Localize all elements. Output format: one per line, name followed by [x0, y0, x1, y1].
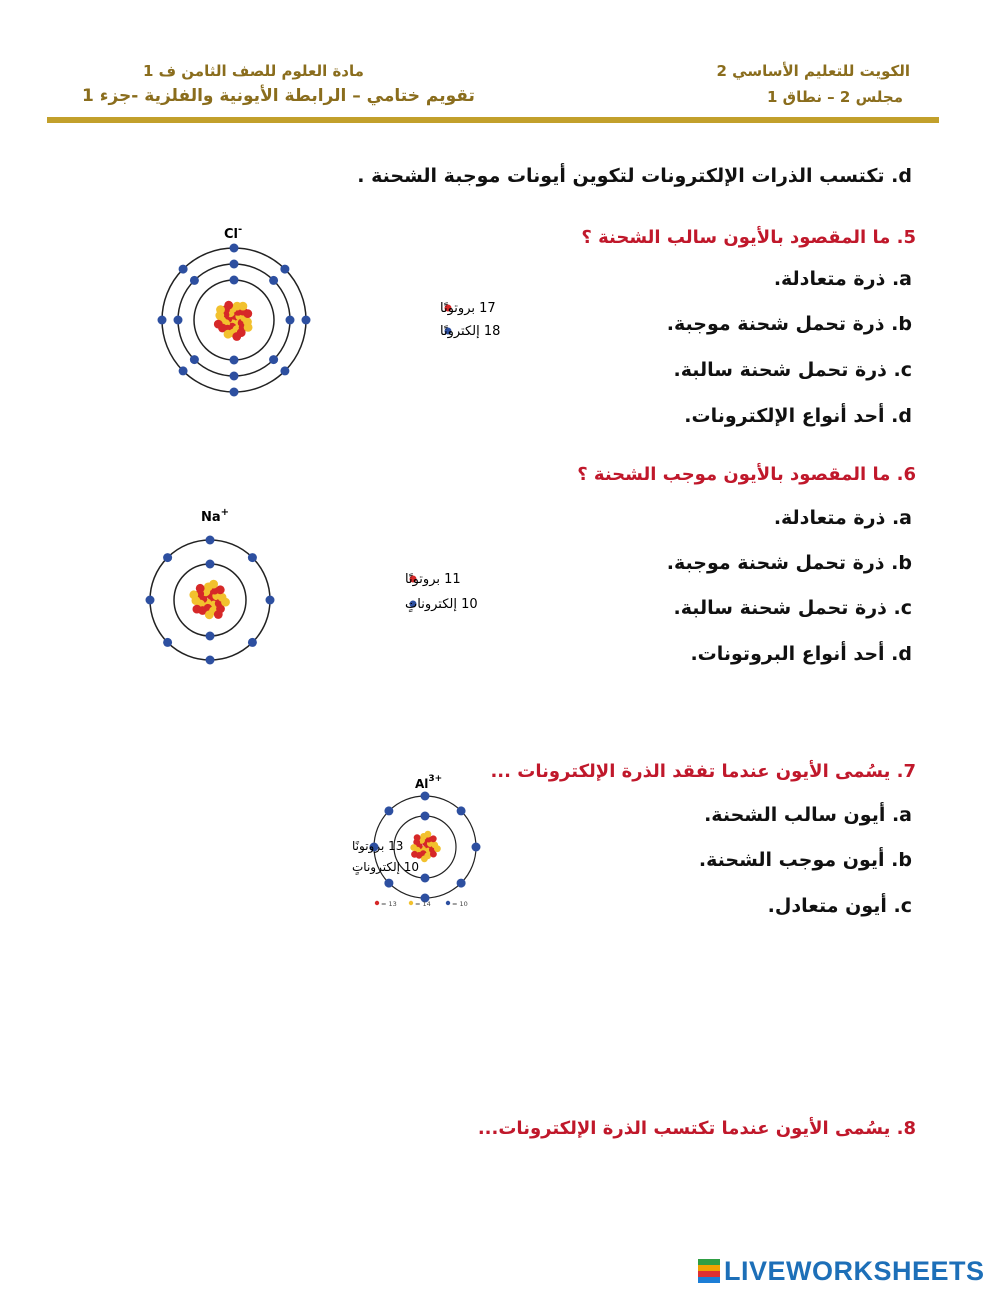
electron: [230, 260, 239, 269]
school-name: الكويت للتعليم الأساسي 2: [716, 62, 910, 80]
q5-option-a[interactable]: a. ذرة متعادلة.: [773, 268, 912, 290]
electron: [179, 366, 188, 375]
electron: [421, 792, 430, 801]
electron: [280, 366, 289, 375]
neutron: [205, 610, 214, 619]
electron: [230, 276, 239, 285]
electron: [158, 316, 167, 325]
electron: [206, 656, 215, 665]
neutron: [421, 856, 428, 863]
q6-option-b[interactable]: b. ذرة تحمل شحنة موجبة.: [666, 552, 912, 574]
proton: [214, 610, 223, 619]
liveworksheets-logo[interactable]: [698, 1256, 985, 1287]
electron: [269, 276, 278, 285]
proton: [232, 332, 241, 341]
cl-symbol: Cl-: [224, 224, 243, 242]
electron: [206, 632, 215, 641]
al-legend-proton-icon: [375, 901, 379, 905]
electron: [248, 553, 257, 562]
q6-option-c[interactable]: c. ذرة تحمل شحنة سالبة.: [673, 597, 912, 619]
electron: [206, 536, 215, 545]
al-nucleus: [410, 831, 441, 863]
header-divider: [47, 117, 939, 123]
proton: [193, 605, 202, 614]
electron: [302, 316, 311, 325]
council-label: مجلس 2 – نطاق 1: [767, 88, 903, 106]
na-proton-count: 11 بروتونًا: [405, 572, 461, 587]
proton: [196, 584, 205, 593]
electron: [206, 560, 215, 569]
electron: [421, 874, 430, 883]
liveworksheets-badge-icon: [698, 1259, 720, 1283]
electron: [174, 316, 183, 325]
electron: [230, 372, 239, 381]
cl-electron-count: 18 إلكترونًا: [440, 324, 501, 339]
electron: [179, 265, 188, 274]
electron: [230, 244, 239, 253]
neutron: [216, 305, 225, 314]
aluminum-ion-diagram: [270, 762, 500, 912]
sodium-ion-diagram: [125, 505, 478, 680]
electron: [269, 355, 278, 364]
electron: [457, 806, 466, 815]
neutron: [224, 330, 233, 339]
neutron: [189, 590, 198, 599]
proton: [430, 835, 437, 842]
na-nucleus: [189, 580, 230, 620]
neutron: [434, 845, 441, 852]
na-symbol: Na+: [201, 507, 230, 525]
proton: [414, 834, 421, 841]
al-electron-count: 10 إلكتروناتٍ: [352, 860, 420, 874]
q5-option-b[interactable]: b. ذرة تحمل شحنة موجبة.: [666, 313, 912, 335]
electron: [266, 596, 275, 605]
al-legend-electron-icon: [446, 901, 450, 905]
electron: [163, 638, 172, 647]
electron: [230, 388, 239, 397]
q7-option-b[interactable]: b. أيون موجب الشحنة.: [698, 849, 912, 871]
electron: [163, 553, 172, 562]
subject-label: مادة العلوم للصف الثامن ف 1: [143, 62, 364, 80]
neutron: [425, 831, 432, 838]
electron: [384, 806, 393, 815]
question-5: 5. ما المقصود بالأيون سالب الشحنة ؟: [581, 227, 916, 248]
q5-option-c[interactable]: c. ذرة تحمل شحنة سالبة.: [673, 359, 912, 381]
al-legend-proton: = 13: [381, 900, 397, 908]
question-6: 6. ما المقصود بالأيون موجب الشحنة ؟: [577, 464, 916, 485]
electron: [384, 879, 393, 888]
electron: [472, 843, 481, 852]
neutron: [410, 844, 417, 851]
q5-option-d[interactable]: d. أحد أنواع الإلكترونات.: [684, 405, 912, 427]
logo-text: LIVEWORKSHEETS: [724, 1256, 985, 1286]
neutron: [239, 302, 248, 311]
previous-option-d[interactable]: d. تكتسب الذرات الإلكترونات لتكوين أيونات موجبة الشحنة .: [357, 165, 912, 187]
cl-proton-count: 17 بروتونًا: [440, 301, 496, 316]
chloride-ion-diagram: [150, 220, 501, 410]
proton: [243, 309, 252, 318]
q6-option-d[interactable]: d. أحد أنواع البروتونات.: [690, 643, 912, 665]
electron: [286, 316, 295, 325]
proton: [214, 320, 223, 329]
al-legend-neutron-icon: [409, 901, 413, 905]
neutron: [209, 580, 218, 589]
electron: [280, 265, 289, 274]
al-proton-count: 13 بروتونًا: [352, 839, 404, 853]
electron: [146, 596, 155, 605]
neutron: [244, 323, 253, 332]
proton: [216, 585, 225, 594]
al-legend-neutron: = 14: [415, 900, 431, 908]
electron: [457, 879, 466, 888]
cl-nucleus: [214, 301, 253, 341]
electron: [248, 638, 257, 647]
al-legend-electron: = 10: [452, 900, 468, 908]
al-symbol: $Al^{3+}$: [415, 774, 443, 791]
electron: [421, 812, 430, 821]
na-electron-count: 10 إلكتروناتٍ: [405, 597, 478, 612]
q7-option-a[interactable]: a. أيون سالب الشحنة.: [704, 804, 912, 826]
electron: [190, 276, 199, 285]
q6-option-a[interactable]: a. ذرة متعادلة.: [773, 507, 912, 529]
electron: [190, 355, 199, 364]
proton: [411, 851, 418, 858]
proton: [430, 851, 437, 858]
neutron: [221, 598, 230, 607]
proton: [224, 301, 233, 310]
electron: [230, 356, 239, 365]
q7-option-c[interactable]: c. أيون متعادل.: [767, 895, 912, 917]
question-8: 8. يسُمى الأيون عندما تكتسب الذرة الإلكترونات...: [477, 1118, 916, 1139]
question-7: 7. يسُمى الأيون عندما تفقد الذرة الإلكترونات ...: [490, 761, 916, 782]
assessment-title: تقويم ختامي – الرابطة الأيونية والفلزية -جزء 1: [82, 86, 475, 106]
